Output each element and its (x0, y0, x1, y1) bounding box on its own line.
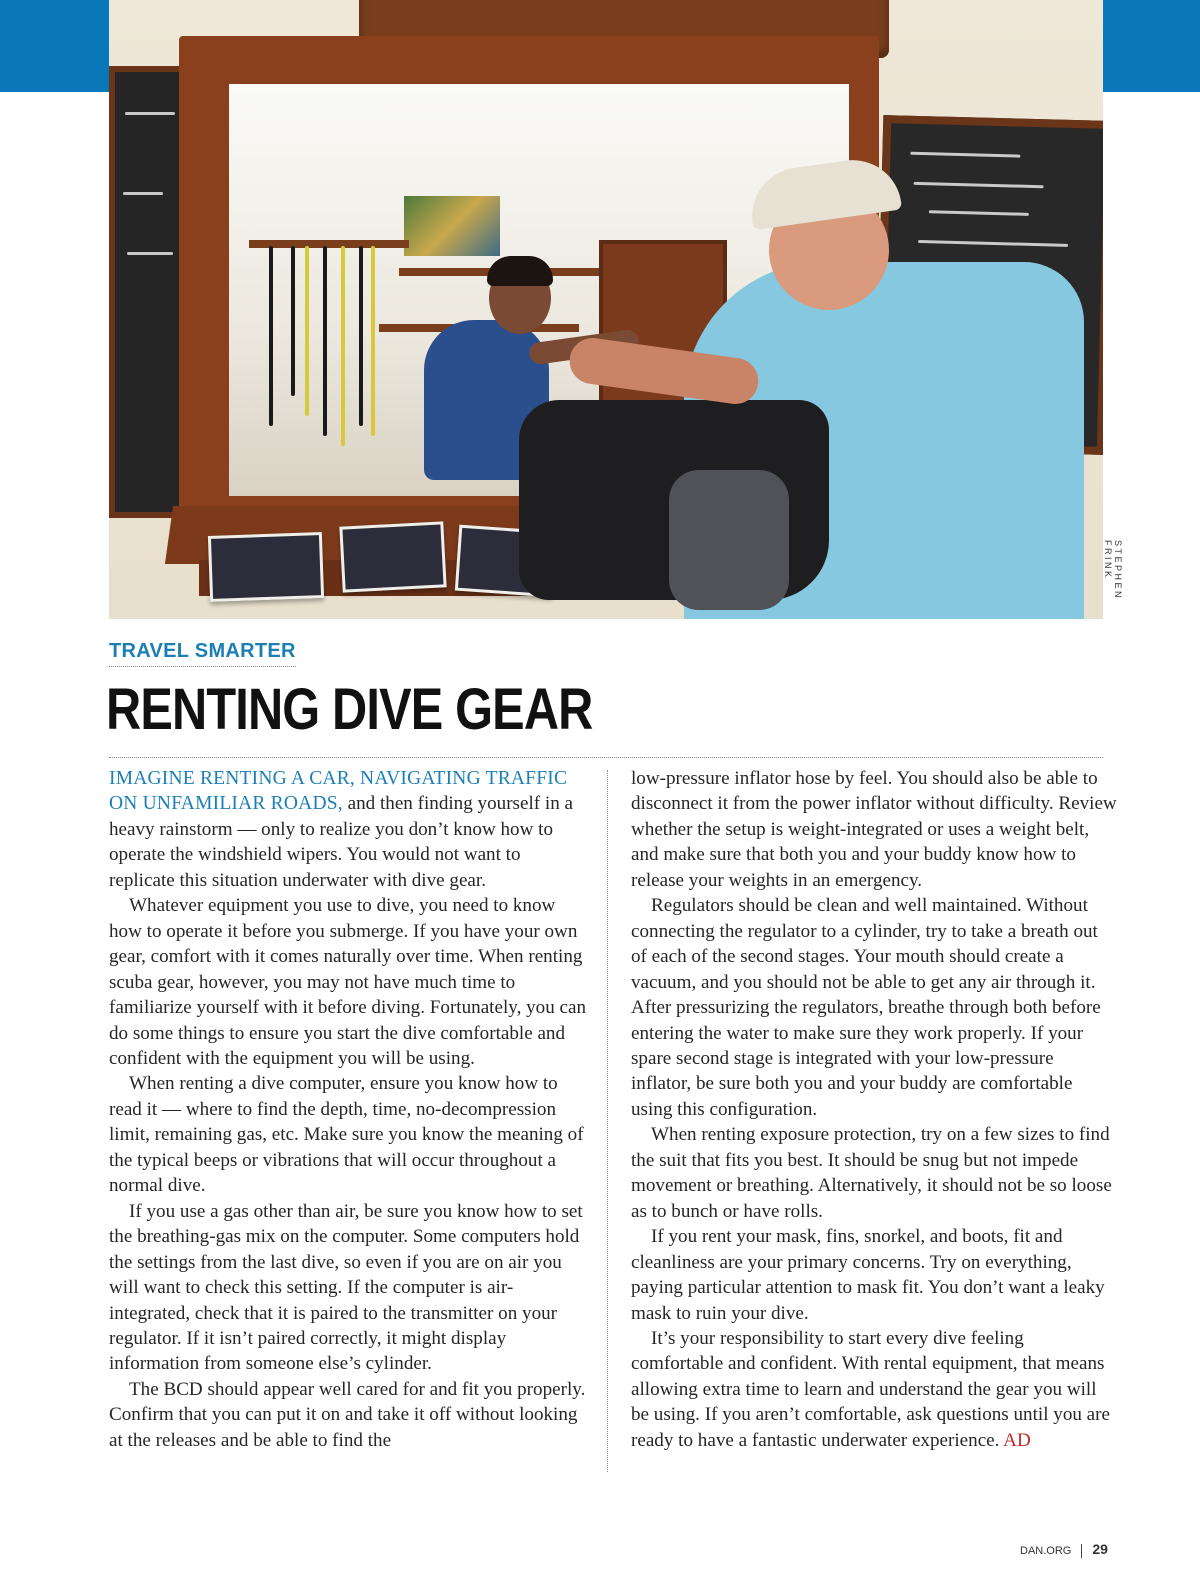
end-mark: AD (1003, 1429, 1031, 1451)
page-number: 29 (1092, 1541, 1108, 1557)
section-kicker: TRAVEL SMARTER (109, 640, 296, 667)
blue-corner-tab-right (1103, 0, 1200, 92)
body-paragraph: Regulators should be clean and well maintained. Without connecting the regulator to a cylinder, try to take a breath out of each of the second stages. Your mouth should create a vacuum, and you should not be able to get any air through it. After pressurizing the regulators, breathe through both before entering the water to make sure they work properly. If your spare second stage is integrated with your low-pressure inflator, be sure both you and your buddy are comfortable using this configuration. (631, 895, 1101, 1120)
title-rule (109, 757, 1103, 758)
article-title: RENTING DIVE GEAR (106, 677, 593, 742)
lead-in: IMAGINE RENTING A CAR, NAVIGATING TRAFFIC ON UNFAMILIAR ROADS, (109, 768, 568, 815)
final-text: It’s your responsibility to start every dive feeling comfortable and confident. With rental equipment, that means allowing extra time to learn and understand the gear you will be using. If you aren’t comfortable, ask questions until you are ready to have a fantastic underwater experience. (631, 1327, 1110, 1451)
lead-text: and then finding yourself in a heavy rainstorm — only to realize you don’t know how to operate the windshield wipers. You would not want to replicate this situation underwater with dive gear. (109, 793, 573, 891)
regulator-hose (305, 246, 309, 416)
body-paragraph: When renting a dive computer, ensure you know how to read it — where to find the depth, time, no-decompression limit, remaining gas, etc. Make sure you know the meaning of the typical beeps or vibrations that will occur throughout a normal dive. (109, 1073, 584, 1197)
column-right (631, 766, 1117, 1453)
photo-credit: STEPHEN FRINK (1103, 540, 1123, 601)
article-photo (109, 0, 1103, 619)
body-paragraph: If you use a gas other than air, be sure you know how to set the breathing-gas mix on the computer. Some computers hold the settings from the last dive, so even if you are on air you will want to check this setting. If the computer is air-integrated, check that it is paired to the transmitter on your regulator. If it isn’t paired correctly, it might display information from someone else’s cylinder. (109, 1200, 583, 1375)
column-divider (607, 770, 608, 1472)
regulator-hose (371, 246, 375, 436)
regulator-hose (269, 246, 273, 426)
footer-site: DAN.ORG (1020, 1545, 1072, 1557)
continuation-paragraph: low-pressure inflator hose by feel. You should also be able to disconnect it from the power inflator without difficulty. Review whether the setup is weight-integrated or uses a weight belt, and make sure that both you and your buddy know how to release your weights in an emergency. (631, 768, 1117, 891)
regulator-hose (359, 246, 363, 426)
staff-member-hair (487, 256, 553, 286)
logbook (339, 521, 446, 592)
wall-poster (404, 196, 500, 256)
final-paragraph (631, 1326, 1117, 1453)
regulator-hose (291, 246, 295, 396)
logbook (208, 532, 324, 602)
body-paragraph: If you rent your mask, fins, snorkel, and boots, fit and cleanliness are your primary concerns. Try on everything, paying particular attention to mask fit. You don’t want a leaky mask to ruin your dive. (631, 1226, 1105, 1324)
body-paragraph: Whatever equipment you use to dive, you need to know how to operate it before you submerge. If you have your own gear, comfort with it comes naturally over time. When renting scuba gear, however, you may not have much time to familiarize yourself with it before diving. Fortunately, you can do some things to ensure you start the dive comfortable and confident with the equipment you will be using. (109, 895, 587, 1069)
gear-rack (249, 240, 409, 248)
page-footer (1020, 1541, 1108, 1558)
blue-corner-tab-left (0, 0, 109, 92)
column-left (109, 766, 589, 1453)
bcd-panel (669, 470, 789, 610)
body-paragraph: When renting exposure protection, try on a few sizes to find the suit that fits you best. It should be snug but not impede movement or breathing. Alternatively, it should not be so loose as to bunch or have rolls. (631, 1124, 1112, 1222)
regulator-hose (341, 246, 345, 446)
footer-separator (1081, 1544, 1082, 1558)
regulator-hose (323, 246, 327, 436)
body-paragraph: The BCD should appear well cared for and fit you properly. Confirm that you can put it on and take it off without looking at the releases and be able to find the (109, 1378, 586, 1451)
lead-paragraph (109, 766, 589, 893)
